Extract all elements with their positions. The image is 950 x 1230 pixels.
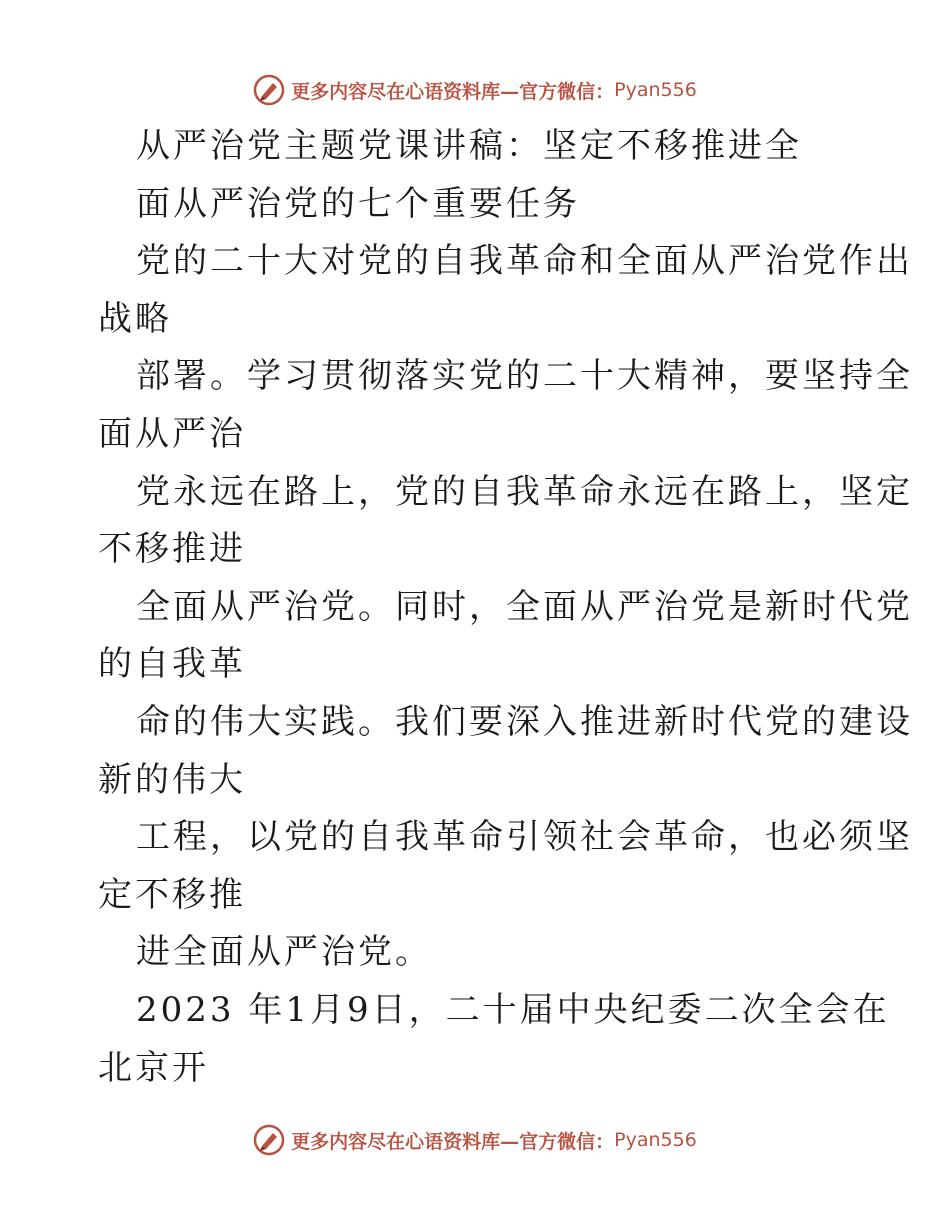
pen-logo-icon [253, 1124, 285, 1156]
header-banner [0, 70, 950, 110]
text-line: 命的伟大实践。我们要深入推进新时代党的建设 [136, 701, 913, 742]
text-line: 定不移推 [98, 874, 246, 915]
text-line: 党永远在路上，党的自我革命永远在路上，坚定 [136, 471, 913, 512]
text-line: 北京开 [98, 1047, 209, 1088]
text-line: 面从严治 [98, 413, 246, 454]
pen-logo-icon [253, 74, 285, 106]
footer-banner [0, 1120, 950, 1160]
footer-banner-text: 更多内容尽在心语资料库—官方微信： [291, 1130, 615, 1153]
text-line: 新的伟大 [98, 759, 246, 800]
text-line: 全面从严治党。同时，全面从严治党是新时代党 [136, 586, 913, 627]
footer-banner-wechat: Pyan556 [614, 1129, 697, 1151]
text-line: 进全面从严治党。 [136, 932, 432, 973]
text-line: 2023 年1月9日，二十届中央纪委二次全会在 [136, 989, 890, 1030]
text-line: 不移推进 [98, 529, 246, 570]
header-banner-text: 更多内容尽在心语资料库—官方微信： [291, 80, 615, 103]
header-banner-wechat: Pyan556 [614, 79, 697, 101]
text-line: 从严治党主题党课讲稿：坚定不移推进全 [136, 126, 802, 166]
text-line: 战略 [98, 298, 172, 339]
text-line: 的自我革 [98, 644, 246, 685]
text-line: 党的二十大对党的自我革命和全面从严治党作出 [136, 241, 913, 282]
text-line: 工程，以党的自我革命引领社会革命，也必须坚 [136, 817, 913, 858]
text-line: 面从严治党的七个重要任务 [136, 183, 580, 224]
document-body [98, 118, 913, 1097]
text-line: 部署。学习贯彻落实党的二十大精神，要坚持全 [136, 356, 913, 397]
